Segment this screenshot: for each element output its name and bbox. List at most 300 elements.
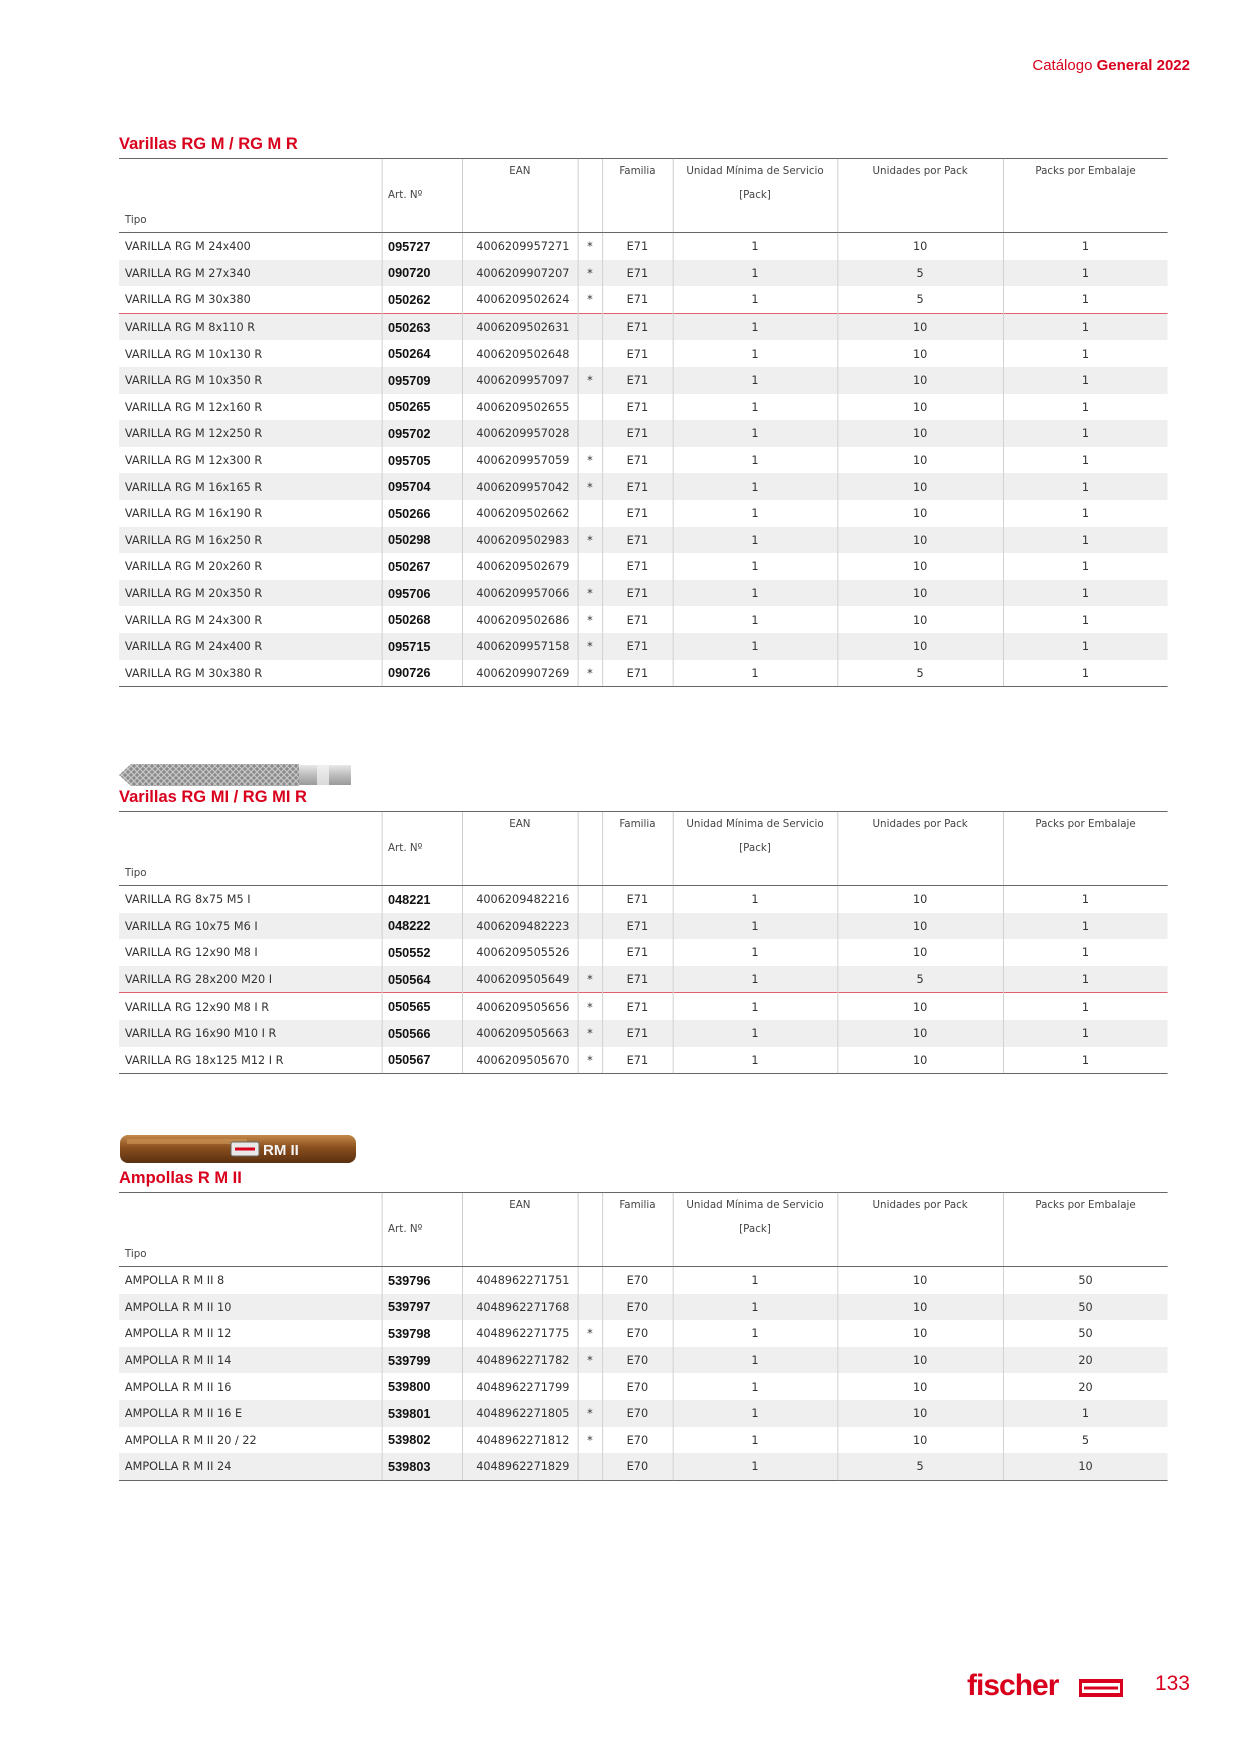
cell-note: * (578, 606, 603, 633)
cell-art: 050566 (382, 1020, 462, 1047)
cell-tipo: VARILLA RG 10x75 M6 I (119, 913, 382, 940)
cell-ean: 4006209505526 (462, 939, 578, 966)
cell-packs: 1 (1003, 367, 1168, 394)
cell-note: * (578, 527, 603, 554)
cell-tipo: AMPOLLA R M II 8 (124, 1273, 225, 1288)
ampolla-rm-ii-image (119, 1133, 359, 1165)
cell-unidades: 10 (837, 1047, 1003, 1074)
header-unidades-pack: Unidades por Pack (837, 812, 1003, 837)
cell-familia: E71 (602, 553, 673, 580)
cell-unidad: 1 (673, 420, 838, 447)
cell-unidad: 1 (673, 939, 838, 966)
cell-note: * (578, 447, 603, 474)
cell-ean: 4048962271751 (462, 1267, 578, 1294)
cell-tipo: VARILLA RG M 24x400 (124, 239, 251, 254)
ampolla-label: RM II (263, 1142, 299, 1159)
section-ampollas-rm-ii (119, 1168, 1189, 1481)
cell-note: * (578, 233, 603, 260)
cell-tipo: VARILLA RG M 12x250 R (119, 420, 382, 447)
table-row (119, 606, 1168, 633)
cell-note (578, 1294, 603, 1321)
cell-tipo: VARILLA RG M 24x400 R (119, 633, 382, 660)
cell-unidades: 10 (837, 553, 1003, 580)
header-art: Art. Nº (382, 836, 462, 860)
cell-tipo: VARILLA RG M 16x165 R (119, 473, 382, 500)
table-row (119, 913, 1168, 940)
cell-art: 048221 (382, 886, 462, 913)
cell-ean: 4006209505663 (462, 1020, 578, 1047)
cell-unidades: 10 (837, 394, 1003, 421)
cell-ean: 4006209505649 (462, 966, 578, 993)
section-title: Varillas RG MI / RG MI R (119, 788, 307, 806)
cell-unidad: 1 (673, 394, 838, 421)
table-row (119, 447, 1168, 474)
table-row (119, 340, 1168, 367)
cell-tipo: VARILLA RG M 27x340 (119, 260, 382, 287)
cell-unidades: 10 (837, 939, 1003, 966)
cell-unidad: 1 (673, 313, 838, 340)
cell-familia: E71 (602, 233, 673, 260)
fischer-logo (967, 1668, 1127, 1704)
table-row (119, 1320, 1168, 1347)
cell-art: 050266 (382, 500, 462, 527)
cell-art: 050565 (382, 993, 462, 1020)
table-row (119, 1294, 1168, 1321)
cell-tipo: VARILLA RG 12x90 M8 I (124, 945, 258, 960)
cell-tipo: VARILLA RG M 16x190 R (124, 506, 263, 521)
cell-unidad: 1 (673, 1453, 838, 1480)
cell-note (578, 913, 603, 940)
cell-packs: 5 (1003, 1427, 1168, 1454)
cell-tipo: VARILLA RG M 8x110 R (119, 313, 382, 340)
cell-note (578, 313, 603, 340)
cell-art: 539803 (382, 1453, 462, 1480)
cell-familia: E71 (602, 993, 673, 1020)
cell-unidades: 10 (837, 313, 1003, 340)
table-row (119, 993, 1168, 1020)
header-unidad-minima: Unidad Mínima de Servicio (673, 159, 838, 184)
cell-tipo: VARILLA RG 18x125 M12 I R (119, 1047, 382, 1074)
cell-note: * (578, 633, 603, 660)
cell-ean: 4048962271812 (462, 1427, 578, 1454)
cell-note: * (578, 473, 603, 500)
varilla-rg-mi-image (119, 760, 359, 790)
cell-ean: 4006209502983 (462, 527, 578, 554)
cell-packs: 1 (1003, 913, 1168, 940)
cell-ean: 4048962271799 (462, 1373, 578, 1400)
cell-art: 539800 (382, 1373, 462, 1400)
cell-ean: 4006209957271 (462, 233, 578, 260)
table-row (119, 660, 1168, 687)
cell-unidades: 10 (837, 606, 1003, 633)
fischer-plug-icon (1079, 1679, 1123, 1697)
cell-art: 539799 (382, 1347, 462, 1374)
cell-note (578, 340, 603, 367)
cell-unidad: 1 (673, 367, 838, 394)
cell-familia: E71 (602, 913, 673, 940)
cell-unidad: 1 (673, 1047, 838, 1074)
cell-note: * (578, 260, 603, 287)
cell-packs: 1 (1003, 286, 1168, 313)
cell-ean: 4006209957097 (462, 367, 578, 394)
cell-familia: E71 (602, 473, 673, 500)
cell-tipo: VARILLA RG 28x200 M20 I (119, 966, 382, 993)
header-tipo: Tipo (119, 207, 382, 233)
cell-ean: 4006209502648 (462, 340, 578, 367)
cell-unidades: 5 (837, 660, 1003, 687)
cell-unidad: 1 (673, 1020, 838, 1047)
header-unidades-pack: Unidades por Pack (837, 1193, 1003, 1218)
cell-unidad: 1 (673, 447, 838, 474)
cell-tipo: VARILLA RG 16x90 M10 I R (119, 1020, 382, 1047)
cell-art: 539802 (382, 1427, 462, 1454)
cell-ean: 4048962271782 (462, 1347, 578, 1374)
table-row (119, 286, 1168, 313)
cell-familia: E70 (602, 1320, 673, 1347)
section-varillas-rg-m (119, 134, 1189, 687)
cell-unidades: 10 (837, 1267, 1003, 1294)
cell-note: * (578, 660, 603, 687)
cell-packs: 1 (1003, 553, 1168, 580)
cell-note: * (578, 966, 603, 993)
table-row (119, 420, 1168, 447)
cell-ean: 4006209482216 (462, 886, 578, 913)
section-title: Varillas RG M / RG M R (119, 135, 298, 153)
cell-unidades: 5 (837, 966, 1003, 993)
cell-ean: 4048962271775 (462, 1320, 578, 1347)
cell-unidades: 10 (837, 340, 1003, 367)
cell-unidad: 1 (673, 660, 838, 687)
cell-familia: E71 (602, 886, 673, 913)
cell-art: 050265 (382, 394, 462, 421)
cell-packs: 1 (1003, 447, 1168, 474)
catalog-header (1032, 57, 1190, 74)
cell-packs: 1 (1003, 260, 1168, 287)
cell-tipo: VARILLA RG M 12x300 R (124, 453, 263, 468)
header-pack: [Pack] (673, 836, 838, 860)
cell-art: 090720 (382, 260, 462, 287)
header-ean: EAN (462, 1193, 578, 1218)
cell-art: 095715 (382, 633, 462, 660)
cell-art: 050552 (382, 939, 462, 966)
cell-note (578, 1267, 603, 1294)
cell-art: 539796 (382, 1267, 462, 1294)
cell-packs: 1 (1003, 233, 1168, 260)
cell-unidades: 10 (837, 633, 1003, 660)
table-row (119, 1020, 1168, 1047)
cell-ean: 4048962271805 (462, 1400, 578, 1427)
cell-ean: 4006209502624 (462, 286, 578, 313)
header-unidades-pack: Unidades por Pack (837, 159, 1003, 184)
catalog-prefix: Catálogo (1032, 57, 1097, 74)
cell-tipo: AMPOLLA R M II 16 E (119, 1400, 382, 1427)
cell-packs: 1 (1003, 633, 1168, 660)
cell-ean: 4006209957059 (462, 447, 578, 474)
table-row (119, 473, 1168, 500)
cell-ean: 4048962271829 (462, 1453, 578, 1480)
table-row (119, 553, 1168, 580)
cell-art: 095705 (382, 447, 462, 474)
cell-packs: 1 (1003, 580, 1168, 607)
cell-unidades: 10 (837, 913, 1003, 940)
cell-unidades: 5 (837, 1453, 1003, 1480)
cell-packs: 10 (1003, 1453, 1168, 1480)
header-unidad-minima: Unidad Mínima de Servicio (673, 812, 838, 837)
header-familia: Familia (602, 812, 673, 837)
cell-unidad: 1 (673, 500, 838, 527)
cell-familia: E71 (602, 447, 673, 474)
cell-art: 095709 (382, 367, 462, 394)
cell-note (578, 500, 603, 527)
cell-familia: E71 (602, 1020, 673, 1047)
cell-packs: 1 (1003, 527, 1168, 554)
cell-packs: 1 (1003, 993, 1168, 1020)
cell-note (578, 420, 603, 447)
fischer-brand: fischer (967, 1669, 1059, 1702)
table-header (119, 159, 1168, 233)
cell-note (578, 1373, 603, 1400)
cell-ean: 4006209502662 (462, 500, 578, 527)
cell-ean: 4006209957066 (462, 580, 578, 607)
cell-unidades: 5 (837, 286, 1003, 313)
catalog-year: General 2022 (1096, 57, 1190, 74)
cell-tipo: VARILLA RG M 30x380 R (119, 660, 382, 687)
cell-tipo: AMPOLLA R M II 20 / 22 (124, 1432, 257, 1447)
cell-art: 095702 (382, 420, 462, 447)
page-number: 133 (1154, 1672, 1190, 1695)
header-ean: EAN (462, 812, 578, 837)
cell-note: * (578, 1427, 603, 1454)
cell-unidad: 1 (673, 1400, 838, 1427)
table-row (119, 1453, 1168, 1480)
cell-tipo: VARILLA RG M 10x130 R (124, 346, 263, 361)
table-row (119, 1400, 1168, 1427)
cell-familia: E70 (602, 1267, 673, 1294)
cell-packs: 50 (1003, 1294, 1168, 1321)
cell-note: * (578, 1047, 603, 1074)
cell-unidades: 5 (837, 260, 1003, 287)
cell-packs: 20 (1003, 1373, 1168, 1400)
table-row (119, 1373, 1168, 1400)
cell-unidades: 10 (837, 1020, 1003, 1047)
table-row (119, 580, 1168, 607)
cell-note (578, 553, 603, 580)
cell-tipo: VARILLA RG M 10x350 R (119, 367, 382, 394)
cell-tipo: AMPOLLA R M II 24 (119, 1453, 382, 1480)
header-unidad-minima: Unidad Mínima de Servicio (673, 1193, 838, 1218)
table-row (119, 633, 1168, 660)
cell-familia: E70 (602, 1400, 673, 1427)
cell-unidades: 10 (837, 420, 1003, 447)
cell-unidad: 1 (673, 1427, 838, 1454)
header-familia: Familia (602, 1193, 673, 1218)
header-pack: [Pack] (673, 183, 838, 207)
cell-familia: E71 (602, 580, 673, 607)
cell-familia: E71 (602, 313, 673, 340)
cell-tipo: AMPOLLA R M II 16 (124, 1379, 232, 1394)
cell-packs: 50 (1003, 1267, 1168, 1294)
table-row (119, 1047, 1168, 1074)
cell-art: 095704 (382, 473, 462, 500)
cell-unidades: 10 (837, 1400, 1003, 1427)
cell-tipo: VARILLA RG M 20x260 R (124, 559, 263, 574)
cell-unidades: 10 (837, 500, 1003, 527)
cell-note (578, 394, 603, 421)
cell-tipo: VARILLA RG M 30x380 (124, 292, 251, 307)
section-title: Ampollas R M II (119, 1169, 242, 1187)
cell-art: 050263 (382, 313, 462, 340)
header-art: Art. Nº (382, 183, 462, 207)
cell-unidades: 10 (837, 1294, 1003, 1321)
cell-packs: 1 (1003, 340, 1168, 367)
table-row (119, 886, 1168, 913)
cell-ean: 4006209502686 (462, 606, 578, 633)
cell-unidades: 10 (837, 1373, 1003, 1400)
header-pack: [Pack] (673, 1217, 838, 1241)
cell-note: * (578, 1347, 603, 1374)
cell-art: 539797 (382, 1294, 462, 1321)
cell-art: 048222 (382, 913, 462, 940)
product-table (119, 158, 1168, 687)
cell-packs: 1 (1003, 1047, 1168, 1074)
cell-unidad: 1 (673, 993, 838, 1020)
cell-unidad: 1 (673, 1320, 838, 1347)
cell-unidad: 1 (673, 473, 838, 500)
cell-packs: 1 (1003, 1400, 1168, 1427)
cell-unidad: 1 (673, 633, 838, 660)
cell-unidad: 1 (673, 580, 838, 607)
cell-packs: 1 (1003, 313, 1168, 340)
cell-note (578, 1453, 603, 1480)
cell-unidades: 10 (837, 447, 1003, 474)
header-art: Art. Nº (382, 1217, 462, 1241)
cell-unidad: 1 (673, 340, 838, 367)
cell-unidad: 1 (673, 1373, 838, 1400)
table-header (119, 812, 1168, 886)
header-tipo: Tipo (119, 860, 382, 886)
cell-familia: E70 (602, 1347, 673, 1374)
cell-unidad: 1 (673, 286, 838, 313)
header-packs-embalaje: Packs por Embalaje (1003, 812, 1168, 837)
table-row (119, 500, 1168, 527)
cell-packs: 1 (1003, 939, 1168, 966)
table-row (119, 313, 1168, 340)
cell-packs: 1 (1003, 420, 1168, 447)
cell-ean: 4006209907269 (462, 660, 578, 687)
cell-packs: 1 (1003, 1020, 1168, 1047)
cell-ean: 4006209502655 (462, 394, 578, 421)
cell-ean: 4006209505656 (462, 993, 578, 1020)
cell-familia: E71 (602, 606, 673, 633)
cell-familia: E71 (602, 527, 673, 554)
table-row (119, 966, 1168, 993)
cell-note: * (578, 993, 603, 1020)
cell-familia: E70 (602, 1427, 673, 1454)
cell-tipo: AMPOLLA R M II 12 (124, 1326, 232, 1341)
table-row (119, 1347, 1168, 1374)
cell-familia: E71 (602, 260, 673, 287)
cell-unidad: 1 (673, 1347, 838, 1374)
cell-unidad: 1 (673, 553, 838, 580)
cell-unidades: 10 (837, 367, 1003, 394)
cell-packs: 1 (1003, 660, 1168, 687)
cell-unidad: 1 (673, 886, 838, 913)
cell-ean: 4006209482223 (462, 913, 578, 940)
cell-familia: E71 (602, 966, 673, 993)
product-table (119, 1192, 1168, 1481)
header-familia: Familia (602, 159, 673, 184)
table-header (119, 1193, 1168, 1267)
cell-ean: 4006209957158 (462, 633, 578, 660)
table-row (119, 939, 1168, 966)
table-row (119, 1267, 1168, 1294)
cell-ean: 4006209957028 (462, 420, 578, 447)
cell-unidad: 1 (673, 233, 838, 260)
cell-tipo: VARILLA RG M 16x250 R (119, 527, 382, 554)
cell-unidades: 10 (837, 473, 1003, 500)
cell-familia: E71 (602, 633, 673, 660)
cell-unidad: 1 (673, 606, 838, 633)
cell-art: 050264 (382, 340, 462, 367)
cell-unidades: 10 (837, 233, 1003, 260)
cell-unidades: 10 (837, 1320, 1003, 1347)
cell-art: 050268 (382, 606, 462, 633)
cell-packs: 1 (1003, 500, 1168, 527)
cell-packs: 1 (1003, 886, 1168, 913)
cell-art: 090726 (382, 660, 462, 687)
cell-note: * (578, 580, 603, 607)
cell-tipo: VARILLA RG 8x75 M5 I (124, 892, 251, 907)
cell-note: * (578, 1320, 603, 1347)
table-row (119, 1427, 1168, 1454)
cell-unidad: 1 (673, 1294, 838, 1321)
table-row (119, 394, 1168, 421)
cell-unidad: 1 (673, 913, 838, 940)
cell-tipo: VARILLA RG M 20x350 R (119, 580, 382, 607)
cell-familia: E71 (602, 420, 673, 447)
cell-art: 095706 (382, 580, 462, 607)
table-row (119, 367, 1168, 394)
cell-tipo: AMPOLLA R M II 10 (119, 1294, 382, 1321)
header-packs-embalaje: Packs por Embalaje (1003, 1193, 1168, 1218)
cell-familia: E70 (602, 1294, 673, 1321)
header-ean: EAN (462, 159, 578, 184)
cell-unidad: 1 (673, 1267, 838, 1294)
cell-unidades: 10 (837, 993, 1003, 1020)
cell-ean: 4006209907207 (462, 260, 578, 287)
cell-familia: E71 (602, 939, 673, 966)
cell-packs: 50 (1003, 1320, 1168, 1347)
cell-note: * (578, 367, 603, 394)
table-row (119, 527, 1168, 554)
table-row (119, 233, 1168, 260)
table-row (119, 260, 1168, 287)
cell-ean: 4006209502631 (462, 313, 578, 340)
cell-packs: 1 (1003, 606, 1168, 633)
product-table (119, 811, 1168, 1074)
header-packs-embalaje: Packs por Embalaje (1003, 159, 1168, 184)
cell-familia: E71 (602, 660, 673, 687)
cell-unidades: 10 (837, 580, 1003, 607)
cell-unidades: 10 (837, 1347, 1003, 1374)
cell-ean: 4006209502679 (462, 553, 578, 580)
cell-ean: 4006209505670 (462, 1047, 578, 1074)
cell-unidades: 10 (837, 1427, 1003, 1454)
cell-unidad: 1 (673, 966, 838, 993)
cell-ean: 4006209957042 (462, 473, 578, 500)
cell-familia: E71 (602, 340, 673, 367)
cell-unidad: 1 (673, 260, 838, 287)
